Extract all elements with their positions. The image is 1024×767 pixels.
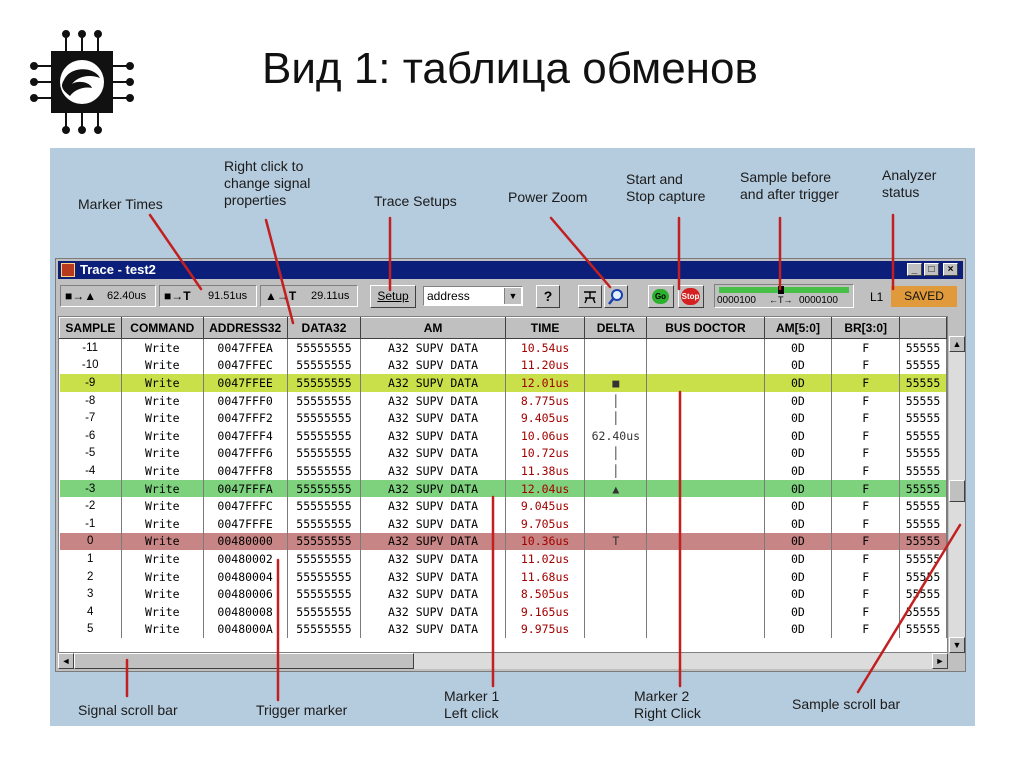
cell-bus-doctor (647, 515, 764, 533)
cell-time: 9.045us (505, 497, 585, 515)
cell-am: A32 SUPV DATA (361, 445, 505, 463)
table-row[interactable] (60, 357, 947, 375)
cell-am: A32 SUPV DATA (361, 374, 505, 392)
cell-am50: 0D (764, 409, 832, 427)
cell-am50: 0D (764, 462, 832, 480)
cell-time: 8.505us (505, 585, 585, 603)
cell-br: F (832, 603, 900, 621)
scroll-down-icon[interactable]: ▼ (949, 637, 965, 653)
cell-am: A32 SUPV DATA (361, 462, 505, 480)
cell-br: F (832, 585, 900, 603)
column-header-am50[interactable]: AM[5:0] (764, 318, 832, 339)
cell-address: 00480006 (203, 585, 287, 603)
cell-am: A32 SUPV DATA (361, 585, 505, 603)
table-row[interactable] (60, 392, 947, 410)
cell-time: 9.975us (505, 621, 585, 639)
cell-br: F (832, 409, 900, 427)
scroll-left-icon[interactable]: ◄ (58, 653, 74, 669)
trigger-level-label: L1 (870, 290, 884, 304)
cell-bus-doctor (647, 339, 764, 357)
cell-am50: 0D (764, 480, 832, 498)
table-row[interactable] (60, 550, 947, 568)
cell-delta (585, 568, 647, 586)
cell-sample: -2 (60, 497, 122, 515)
cell-am50: 0D (764, 445, 832, 463)
power-zoom-icon[interactable] (604, 285, 628, 308)
cell-delta: T (585, 533, 647, 551)
cell-delta: │ (585, 462, 647, 480)
cell-am50: 0D (764, 585, 832, 603)
cell-address: 0047FFF6 (203, 445, 287, 463)
cell-br: F (832, 568, 900, 586)
trace-grid (59, 317, 947, 638)
callout-marker1: Marker 1 Left click (444, 688, 500, 721)
cell-am50: 0D (764, 515, 832, 533)
cell-command: Write (121, 374, 203, 392)
slide-title: Вид 1: таблица обменов (262, 44, 758, 93)
cell-br: F (832, 621, 900, 639)
cell-extra: 55555 (900, 497, 947, 515)
cell-am50: 0D (764, 497, 832, 515)
table-row[interactable] (60, 339, 947, 357)
callout-power-zoom: Power Zoom (508, 189, 588, 205)
maximize-button[interactable]: □ (924, 263, 939, 276)
cell-am: A32 SUPV DATA (361, 497, 505, 515)
column-header-data[interactable]: DATA32 (287, 318, 361, 339)
cell-command: Write (121, 480, 203, 498)
cell-delta (585, 357, 647, 375)
cell-am50: 0D (764, 374, 832, 392)
cell-sample: 0 (60, 533, 122, 551)
cell-bus-doctor (647, 480, 764, 498)
table-row[interactable] (60, 585, 947, 603)
cell-extra: 55555 (900, 374, 947, 392)
cell-command: Write (121, 339, 203, 357)
cell-am50: 0D (764, 427, 832, 445)
chip-logo-icon (30, 30, 134, 134)
column-header-am[interactable]: AM (361, 318, 505, 339)
cell-command: Write (121, 585, 203, 603)
sample-after-value: 0000100 (799, 295, 838, 306)
cell-data: 55555555 (287, 550, 361, 568)
cell-data: 55555555 (287, 427, 361, 445)
cell-sample: -6 (60, 427, 122, 445)
cell-sample: 2 (60, 568, 122, 586)
cell-delta (585, 515, 647, 533)
cell-time: 9.405us (505, 409, 585, 427)
cell-extra: 55555 (900, 533, 947, 551)
go-button[interactable] (648, 285, 674, 308)
cell-bus-doctor (647, 392, 764, 410)
cell-delta (585, 603, 647, 621)
cell-br: F (832, 339, 900, 357)
cell-bus-doctor (647, 445, 764, 463)
cell-extra: 55555 (900, 568, 947, 586)
column-header-command[interactable]: COMMAND (121, 318, 203, 339)
table-row[interactable] (60, 621, 947, 639)
table-row[interactable] (60, 497, 947, 515)
cell-command: Write (121, 357, 203, 375)
cell-address: 0047FFF2 (203, 409, 287, 427)
cell-extra: 55555 (900, 357, 947, 375)
table-header (60, 318, 947, 339)
cell-sample: -7 (60, 409, 122, 427)
cell-br: F (832, 392, 900, 410)
cell-time: 12.01us (505, 374, 585, 392)
marker-time-c (260, 285, 358, 307)
cell-time: 10.36us (505, 533, 585, 551)
table-row[interactable] (60, 374, 947, 392)
help-icon[interactable]: ? (536, 285, 560, 308)
cell-delta: │ (585, 392, 647, 410)
cell-br: F (832, 374, 900, 392)
cell-data: 55555555 (287, 497, 361, 515)
cell-sample: -3 (60, 480, 122, 498)
cell-br: F (832, 550, 900, 568)
cell-am50: 0D (764, 392, 832, 410)
cell-data: 55555555 (287, 585, 361, 603)
cell-br: F (832, 357, 900, 375)
cell-sample: -8 (60, 392, 122, 410)
cell-address: 0047FFF0 (203, 392, 287, 410)
cell-bus-doctor (647, 568, 764, 586)
cell-command: Write (121, 603, 203, 621)
cell-delta (585, 585, 647, 603)
cell-data: 55555555 (287, 409, 361, 427)
cell-data: 55555555 (287, 392, 361, 410)
cell-delta: ■ (585, 374, 647, 392)
table-row[interactable] (60, 568, 947, 586)
sample-buffer-control[interactable] (714, 284, 854, 308)
cell-am: A32 SUPV DATA (361, 603, 505, 621)
window-title: Trace - test2 (80, 262, 156, 277)
cell-address: 00480000 (203, 533, 287, 551)
callout-sample-scroll: Sample scroll bar (792, 696, 901, 712)
cell-bus-doctor (647, 427, 764, 445)
callout-trace-setups: Trace Setups (374, 193, 457, 209)
cell-extra: 55555 (900, 515, 947, 533)
trace-table (58, 316, 948, 653)
cell-delta (585, 497, 647, 515)
cell-command: Write (121, 462, 203, 480)
cell-br: F (832, 515, 900, 533)
cell-am: A32 SUPV DATA (361, 515, 505, 533)
cell-command: Write (121, 409, 203, 427)
column-header-bus-doctor[interactable]: BUS DOCTOR (647, 318, 764, 339)
cell-br: F (832, 533, 900, 551)
cell-time: 10.06us (505, 427, 585, 445)
cell-am50: 0D (764, 550, 832, 568)
cell-sample: -5 (60, 445, 122, 463)
cell-am50: 0D (764, 568, 832, 586)
cell-delta: │ (585, 445, 647, 463)
trace-window (55, 258, 966, 672)
cell-data: 55555555 (287, 603, 361, 621)
cell-address: 0047FFF4 (203, 427, 287, 445)
cell-address: 0047FFF8 (203, 462, 287, 480)
cell-am: A32 SUPV DATA (361, 550, 505, 568)
column-header-address[interactable]: ADDRESS32 (203, 318, 287, 339)
marker-c-label: ▲→T (265, 289, 297, 303)
cell-address: 00480002 (203, 550, 287, 568)
trigger-position-handle[interactable] (778, 286, 784, 294)
cell-sample: 1 (60, 550, 122, 568)
marker-time-a (60, 285, 156, 307)
cell-extra: 55555 (900, 392, 947, 410)
cell-command: Write (121, 497, 203, 515)
cell-time: 11.68us (505, 568, 585, 586)
column-header-extra[interactable] (900, 318, 947, 339)
callout-sample-before: Sample before and after trigger (740, 169, 839, 202)
cell-data: 55555555 (287, 374, 361, 392)
cell-address: 0047FFEC (203, 357, 287, 375)
cell-address: 00480004 (203, 568, 287, 586)
cell-bus-doctor (647, 550, 764, 568)
buffer-bar (719, 287, 849, 293)
cell-data: 55555555 (287, 515, 361, 533)
cell-bus-doctor (647, 621, 764, 639)
toolbar (58, 282, 963, 312)
cell-extra: 55555 (900, 409, 947, 427)
stop-button[interactable] (678, 285, 704, 308)
cell-bus-doctor (647, 585, 764, 603)
cell-am: A32 SUPV DATA (361, 392, 505, 410)
cell-delta (585, 621, 647, 639)
table-row[interactable] (60, 409, 947, 427)
trigger-arrow: ←T→ (769, 295, 793, 305)
cell-sample: 5 (60, 621, 122, 639)
cell-extra: 55555 (900, 550, 947, 568)
cell-extra: 55555 (900, 480, 947, 498)
cell-address: 0047FFEE (203, 374, 287, 392)
cell-sample: -4 (60, 462, 122, 480)
sample-scrollbar[interactable] (949, 336, 965, 653)
marker-a-value: 62.40us (107, 290, 147, 302)
marker-time-b (159, 285, 257, 307)
callout-signal-scroll: Signal scroll bar (78, 702, 178, 718)
cell-delta: │ (585, 409, 647, 427)
app-icon (61, 263, 75, 277)
marker-c-value: 29.11us (311, 290, 350, 302)
cell-time: 8.775us (505, 392, 585, 410)
cell-bus-doctor (647, 603, 764, 621)
cell-address: 0047FFFA (203, 480, 287, 498)
cell-command: Write (121, 533, 203, 551)
cell-extra: 55555 (900, 445, 947, 463)
callout-right-click: Right click to change signal properties (224, 158, 311, 208)
cell-extra: 55555 (900, 585, 947, 603)
callout-analyzer-status: Analyzer status (882, 167, 937, 200)
go-label: Go (652, 289, 669, 304)
cell-delta (585, 339, 647, 357)
cell-am50: 0D (764, 603, 832, 621)
cell-command: Write (121, 392, 203, 410)
cell-time: 10.54us (505, 339, 585, 357)
table-row[interactable] (60, 445, 947, 463)
table-row[interactable] (60, 533, 947, 551)
cell-extra: 55555 (900, 427, 947, 445)
cell-data: 55555555 (287, 339, 361, 357)
cell-command: Write (121, 427, 203, 445)
cell-command: Write (121, 445, 203, 463)
cell-br: F (832, 497, 900, 515)
marker-a-label: ■→▲ (65, 289, 97, 303)
cell-data: 55555555 (287, 445, 361, 463)
cell-data: 55555555 (287, 533, 361, 551)
column-header-sample[interactable]: SAMPLE (60, 318, 122, 339)
cell-sample: -10 (60, 357, 122, 375)
scroll-right-icon[interactable]: ► (932, 653, 948, 669)
cell-command: Write (121, 568, 203, 586)
callout-marker2: Marker 2 Right Click (634, 688, 701, 721)
cell-extra: 55555 (900, 603, 947, 621)
cell-am: A32 SUPV DATA (361, 480, 505, 498)
cell-time: 9.165us (505, 603, 585, 621)
column-header-delta[interactable]: DELTA (585, 318, 647, 339)
window-titlebar[interactable] (58, 261, 963, 279)
cell-am: A32 SUPV DATA (361, 621, 505, 639)
cell-extra: 55555 (900, 339, 947, 357)
table-row[interactable] (60, 480, 947, 498)
cell-data: 55555555 (287, 357, 361, 375)
table-body (60, 339, 947, 639)
cell-sample: -1 (60, 515, 122, 533)
cell-am50: 0D (764, 339, 832, 357)
cell-bus-doctor (647, 357, 764, 375)
cell-command: Write (121, 515, 203, 533)
table-row[interactable] (60, 515, 947, 533)
cell-br: F (832, 445, 900, 463)
cell-delta (585, 550, 647, 568)
cell-am: A32 SUPV DATA (361, 357, 505, 375)
cell-sample: 4 (60, 603, 122, 621)
callout-trigger-marker: Trigger marker (256, 702, 348, 718)
chevron-down-icon[interactable]: ▼ (504, 288, 521, 304)
cell-extra: 55555 (900, 621, 947, 639)
cell-am: A32 SUPV DATA (361, 533, 505, 551)
cell-time: 11.20us (505, 357, 585, 375)
cell-sample: -9 (60, 374, 122, 392)
cell-br: F (832, 427, 900, 445)
cell-command: Write (121, 621, 203, 639)
callout-marker-times: Marker Times (78, 196, 163, 212)
cell-time: 12.04us (505, 480, 585, 498)
sample-before-value: 0000100 (717, 295, 756, 306)
trace-setup-select[interactable] (423, 286, 523, 306)
table-row[interactable] (60, 603, 947, 621)
scroll-up-icon[interactable]: ▲ (949, 336, 965, 352)
cell-address: 0047FFEA (203, 339, 287, 357)
analyzer-status-badge: SAVED (891, 286, 957, 307)
cell-am50: 0D (764, 357, 832, 375)
trace-select-value: address (427, 289, 470, 303)
cell-sample: -11 (60, 339, 122, 357)
cell-bus-doctor (647, 409, 764, 427)
cell-time: 11.02us (505, 550, 585, 568)
cell-address: 00480008 (203, 603, 287, 621)
marker-b-label: ■→T (164, 289, 191, 303)
cell-am: A32 SUPV DATA (361, 427, 505, 445)
cell-am: A32 SUPV DATA (361, 568, 505, 586)
cell-bus-doctor (647, 374, 764, 392)
cell-extra: 55555 (900, 462, 947, 480)
cell-bus-doctor (647, 497, 764, 515)
cell-data: 55555555 (287, 462, 361, 480)
cell-am: A32 SUPV DATA (361, 409, 505, 427)
minimize-button[interactable]: _ (907, 263, 922, 276)
cell-time: 11.38us (505, 462, 585, 480)
cell-address: 0048000A (203, 621, 287, 639)
cell-time: 10.72us (505, 445, 585, 463)
cell-am50: 0D (764, 621, 832, 639)
table-row[interactable] (60, 427, 947, 445)
close-button[interactable]: × (943, 263, 958, 276)
signal-scrollbar[interactable] (58, 653, 948, 669)
cell-time: 9.705us (505, 515, 585, 533)
cell-bus-doctor (647, 462, 764, 480)
cell-delta: 62.40us (585, 427, 647, 445)
cell-sample: 3 (60, 585, 122, 603)
signal-scroll-thumb[interactable] (74, 653, 414, 669)
zoom-out-icon[interactable] (578, 285, 602, 308)
cell-command: Write (121, 550, 203, 568)
sample-scroll-thumb[interactable] (949, 480, 965, 502)
stop-label: Stop (681, 288, 700, 305)
cell-br: F (832, 462, 900, 480)
cell-delta: ▲ (585, 480, 647, 498)
cell-address: 0047FFFE (203, 515, 287, 533)
cell-data: 55555555 (287, 621, 361, 639)
callout-start-stop: Start and Stop capture (626, 171, 706, 204)
column-header-time[interactable]: TIME (505, 318, 585, 339)
cell-data: 55555555 (287, 480, 361, 498)
cell-address: 0047FFFC (203, 497, 287, 515)
marker-b-value: 91.51us (208, 290, 248, 302)
setup-button[interactable]: Setup (370, 285, 416, 308)
cell-data: 55555555 (287, 568, 361, 586)
cell-br: F (832, 480, 900, 498)
cell-am50: 0D (764, 533, 832, 551)
table-row[interactable] (60, 462, 947, 480)
column-header-br[interactable]: BR[3:0] (832, 318, 900, 339)
cell-am: A32 SUPV DATA (361, 339, 505, 357)
cell-bus-doctor (647, 533, 764, 551)
